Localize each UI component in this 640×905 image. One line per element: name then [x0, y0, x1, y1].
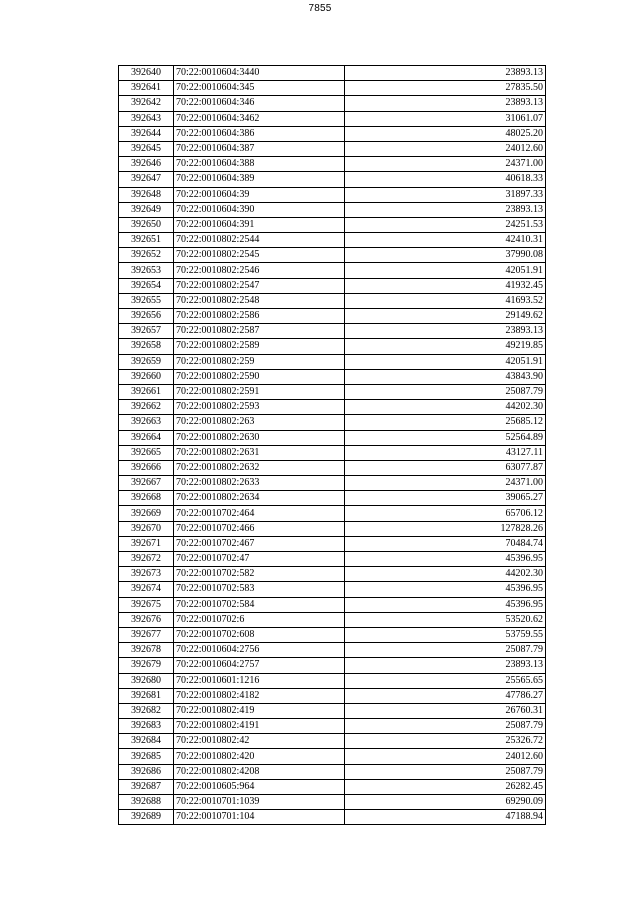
- cadastral-value-cell: 31061.07: [345, 111, 546, 126]
- row-number-cell: 392670: [119, 521, 174, 536]
- row-number-cell: 392653: [119, 263, 174, 278]
- row-number-cell: 392671: [119, 536, 174, 551]
- cadastral-number-cell: 70:22:0010604:345: [174, 81, 345, 96]
- cadastral-number-cell: 70:22:0010802:42: [174, 734, 345, 749]
- row-number-cell: 392682: [119, 703, 174, 718]
- cadastral-value-cell: 26760.31: [345, 703, 546, 718]
- row-number-cell: 392681: [119, 688, 174, 703]
- cadastral-value-cell: 43127.11: [345, 445, 546, 460]
- row-number-cell: 392683: [119, 719, 174, 734]
- cadastral-number-cell: 70:22:0010702:467: [174, 536, 345, 551]
- cadastral-value-cell: 24012.60: [345, 749, 546, 764]
- table-row: [119, 157, 546, 172]
- row-number-cell: 392676: [119, 612, 174, 627]
- row-number-cell: 392646: [119, 157, 174, 172]
- cadastral-value-cell: 53520.62: [345, 612, 546, 627]
- cadastral-number-cell: 70:22:0010604:346: [174, 96, 345, 111]
- cadastral-value-cell: 23893.13: [345, 202, 546, 217]
- row-number-cell: 392642: [119, 96, 174, 111]
- table-row: [119, 278, 546, 293]
- row-number-cell: 392687: [119, 779, 174, 794]
- cadastral-number-cell: 70:22:0010802:2589: [174, 339, 345, 354]
- cadastral-number-cell: 70:22:0010701:1039: [174, 795, 345, 810]
- cadastral-value-cell: 44202.30: [345, 567, 546, 582]
- cadastral-value-cell: 52564.89: [345, 430, 546, 445]
- table-row: [119, 369, 546, 384]
- table-row: [119, 339, 546, 354]
- cadastral-value-cell: 25087.79: [345, 384, 546, 399]
- row-number-cell: 392662: [119, 400, 174, 415]
- row-number-cell: 392684: [119, 734, 174, 749]
- row-number-cell: 392674: [119, 582, 174, 597]
- cadastral-value-cell: 24371.00: [345, 157, 546, 172]
- cadastral-value-cell: 23893.13: [345, 66, 546, 81]
- cadastral-value-cell: 43843.90: [345, 369, 546, 384]
- table-row: [119, 703, 546, 718]
- cadastral-value-cell: 42410.31: [345, 233, 546, 248]
- cadastral-value-cell: 65706.12: [345, 506, 546, 521]
- table-row: [119, 521, 546, 536]
- row-number-cell: 392641: [119, 81, 174, 96]
- cadastral-value-cell: 49219.85: [345, 339, 546, 354]
- table-row: [119, 719, 546, 734]
- row-number-cell: 392665: [119, 445, 174, 460]
- cadastral-number-cell: 70:22:0010604:39: [174, 187, 345, 202]
- cadastral-value-table: [118, 65, 546, 825]
- table-row: [119, 430, 546, 445]
- cadastral-number-cell: 70:22:0010604:3440: [174, 66, 345, 81]
- cadastral-number-cell: 70:22:0010802:2591: [174, 384, 345, 399]
- cadastral-number-cell: 70:22:0010702:466: [174, 521, 345, 536]
- cadastral-value-cell: 53759.55: [345, 627, 546, 642]
- cadastral-number-cell: 70:22:0010604:3462: [174, 111, 345, 126]
- cadastral-value-cell: 25087.79: [345, 643, 546, 658]
- table-row: [119, 460, 546, 475]
- row-number-cell: 392680: [119, 673, 174, 688]
- table-row: [119, 567, 546, 582]
- table-row: [119, 248, 546, 263]
- cadastral-value-cell: 42051.91: [345, 263, 546, 278]
- cadastral-number-cell: 70:22:0010802:4191: [174, 719, 345, 734]
- cadastral-number-cell: 70:22:0010802:2586: [174, 309, 345, 324]
- cadastral-value-cell: 24371.00: [345, 476, 546, 491]
- row-number-cell: 392672: [119, 552, 174, 567]
- row-number-cell: 392656: [119, 309, 174, 324]
- table-row: [119, 324, 546, 339]
- table-row: [119, 415, 546, 430]
- cadastral-number-cell: 70:22:0010605:964: [174, 779, 345, 794]
- cadastral-number-cell: 70:22:0010702:464: [174, 506, 345, 521]
- table-row: [119, 734, 546, 749]
- table-row: [119, 354, 546, 369]
- row-number-cell: 392675: [119, 597, 174, 612]
- table-row: [119, 293, 546, 308]
- table-row: [119, 749, 546, 764]
- cadastral-number-cell: 70:22:0010802:2546: [174, 263, 345, 278]
- cadastral-number-cell: 70:22:0010802:2547: [174, 278, 345, 293]
- row-number-cell: 392660: [119, 369, 174, 384]
- table-row: [119, 187, 546, 202]
- cadastral-number-cell: 70:22:0010604:390: [174, 202, 345, 217]
- row-number-cell: 392643: [119, 111, 174, 126]
- cadastral-value-cell: 25565.65: [345, 673, 546, 688]
- table-row: [119, 536, 546, 551]
- row-number-cell: 392657: [119, 324, 174, 339]
- cadastral-value-cell: 45396.95: [345, 597, 546, 612]
- cadastral-number-cell: 70:22:0010802:2587: [174, 324, 345, 339]
- table-row: [119, 263, 546, 278]
- row-number-cell: 392666: [119, 460, 174, 475]
- cadastral-number-cell: 70:22:0010702:582: [174, 567, 345, 582]
- cadastral-number-cell: 70:22:0010604:389: [174, 172, 345, 187]
- table-row: [119, 612, 546, 627]
- table-row: [119, 597, 546, 612]
- cadastral-number-cell: 70:22:0010802:2633: [174, 476, 345, 491]
- cadastral-number-cell: 70:22:0010802:263: [174, 415, 345, 430]
- cadastral-number-cell: 70:22:0010604:386: [174, 126, 345, 141]
- table-row: [119, 779, 546, 794]
- table-row: [119, 126, 546, 141]
- table-row: [119, 141, 546, 156]
- cadastral-number-cell: 70:22:0010802:259: [174, 354, 345, 369]
- row-number-cell: 392689: [119, 810, 174, 825]
- table-row: [119, 202, 546, 217]
- cadastral-number-cell: 70:22:0010802:2590: [174, 369, 345, 384]
- table-row: [119, 309, 546, 324]
- cadastral-value-cell: 25326.72: [345, 734, 546, 749]
- cadastral-number-cell: 70:22:0010802:2634: [174, 491, 345, 506]
- cadastral-number-cell: 70:22:0010802:420: [174, 749, 345, 764]
- cadastral-value-cell: 29149.62: [345, 309, 546, 324]
- cadastral-value-cell: 70484.74: [345, 536, 546, 551]
- table-row: [119, 172, 546, 187]
- cadastral-value-cell: 63077.87: [345, 460, 546, 475]
- cadastral-number-cell: 70:22:0010702:47: [174, 552, 345, 567]
- row-number-cell: 392654: [119, 278, 174, 293]
- cadastral-value-cell: 41932.45: [345, 278, 546, 293]
- table-row: [119, 111, 546, 126]
- cadastral-number-cell: 70:22:0010802:419: [174, 703, 345, 718]
- cadastral-number-cell: 70:22:0010802:4182: [174, 688, 345, 703]
- row-number-cell: 392651: [119, 233, 174, 248]
- cadastral-value-cell: 37990.08: [345, 248, 546, 263]
- row-number-cell: 392673: [119, 567, 174, 582]
- cadastral-value-cell: 31897.33: [345, 187, 546, 202]
- cadastral-value-cell: 41693.52: [345, 293, 546, 308]
- row-number-cell: 392644: [119, 126, 174, 141]
- cadastral-value-cell: 23893.13: [345, 96, 546, 111]
- cadastral-value-cell: 23893.13: [345, 324, 546, 339]
- table-row: [119, 81, 546, 96]
- row-number-cell: 392647: [119, 172, 174, 187]
- cadastral-value-cell: 24251.53: [345, 217, 546, 232]
- cadastral-number-cell: 70:22:0010802:4208: [174, 764, 345, 779]
- table-row: [119, 445, 546, 460]
- table-row: [119, 217, 546, 232]
- cadastral-number-cell: 70:22:0010604:2756: [174, 643, 345, 658]
- row-number-cell: 392664: [119, 430, 174, 445]
- table-row: [119, 400, 546, 415]
- table-row: [119, 673, 546, 688]
- row-number-cell: 392685: [119, 749, 174, 764]
- table-row: [119, 491, 546, 506]
- table-row: [119, 384, 546, 399]
- row-number-cell: 392640: [119, 66, 174, 81]
- row-number-cell: 392655: [119, 293, 174, 308]
- cadastral-number-cell: 70:22:0010604:2757: [174, 658, 345, 673]
- cadastral-number-cell: 70:22:0010702:608: [174, 627, 345, 642]
- row-number-cell: 392663: [119, 415, 174, 430]
- cadastral-value-cell: 48025.20: [345, 126, 546, 141]
- row-number-cell: 392686: [119, 764, 174, 779]
- cadastral-number-cell: 70:22:0010604:387: [174, 141, 345, 156]
- cadastral-value-cell: 127828.26: [345, 521, 546, 536]
- row-number-cell: 392678: [119, 643, 174, 658]
- cadastral-value-cell: 42051.91: [345, 354, 546, 369]
- cadastral-number-cell: 70:22:0010802:2544: [174, 233, 345, 248]
- cadastral-value-cell: 45396.95: [345, 582, 546, 597]
- cadastral-number-cell: 70:22:0010601:1216: [174, 673, 345, 688]
- table-row: [119, 764, 546, 779]
- row-number-cell: 392688: [119, 795, 174, 810]
- row-number-cell: 392667: [119, 476, 174, 491]
- row-number-cell: 392659: [119, 354, 174, 369]
- cadastral-number-cell: 70:22:0010604:391: [174, 217, 345, 232]
- row-number-cell: 392649: [119, 202, 174, 217]
- cadastral-value-cell: 23893.13: [345, 658, 546, 673]
- table-row: [119, 552, 546, 567]
- cadastral-number-cell: 70:22:0010702:583: [174, 582, 345, 597]
- cadastral-value-cell: 69290.09: [345, 795, 546, 810]
- cadastral-number-cell: 70:22:0010802:2548: [174, 293, 345, 308]
- cadastral-number-cell: 70:22:0010604:388: [174, 157, 345, 172]
- cadastral-value-cell: 26282.45: [345, 779, 546, 794]
- table-row: [119, 66, 546, 81]
- row-number-cell: 392650: [119, 217, 174, 232]
- row-number-cell: 392677: [119, 627, 174, 642]
- row-number-cell: 392679: [119, 658, 174, 673]
- cadastral-number-cell: 70:22:0010702:584: [174, 597, 345, 612]
- cadastral-value-cell: 44202.30: [345, 400, 546, 415]
- cadastral-number-cell: 70:22:0010702:6: [174, 612, 345, 627]
- cadastral-value-cell: 25087.79: [345, 764, 546, 779]
- cadastral-value-cell: 27835.50: [345, 81, 546, 96]
- table-row: [119, 643, 546, 658]
- table-row: [119, 627, 546, 642]
- table-row: [119, 688, 546, 703]
- row-number-cell: 392661: [119, 384, 174, 399]
- table-row: [119, 476, 546, 491]
- cadastral-number-cell: 70:22:0010802:2631: [174, 445, 345, 460]
- row-number-cell: 392669: [119, 506, 174, 521]
- table-row: [119, 96, 546, 111]
- cadastral-number-cell: 70:22:0010802:2630: [174, 430, 345, 445]
- cadastral-value-cell: 25685.12: [345, 415, 546, 430]
- row-number-cell: 392668: [119, 491, 174, 506]
- cadastral-value-cell: 40618.33: [345, 172, 546, 187]
- cadastral-number-cell: 70:22:0010701:104: [174, 810, 345, 825]
- table-row: [119, 795, 546, 810]
- cadastral-value-cell: 47188.94: [345, 810, 546, 825]
- cadastral-value-cell: 45396.95: [345, 552, 546, 567]
- cadastral-number-cell: 70:22:0010802:2593: [174, 400, 345, 415]
- table-row: [119, 658, 546, 673]
- table-row: [119, 233, 546, 248]
- page-number: 7855: [308, 3, 332, 14]
- table-row: [119, 506, 546, 521]
- cadastral-number-cell: 70:22:0010802:2545: [174, 248, 345, 263]
- table-body: [119, 66, 546, 825]
- row-number-cell: 392658: [119, 339, 174, 354]
- row-number-cell: 392648: [119, 187, 174, 202]
- table-row: [119, 810, 546, 825]
- row-number-cell: 392652: [119, 248, 174, 263]
- row-number-cell: 392645: [119, 141, 174, 156]
- table-row: [119, 582, 546, 597]
- cadastral-number-cell: 70:22:0010802:2632: [174, 460, 345, 475]
- cadastral-value-cell: 47786.27: [345, 688, 546, 703]
- cadastral-value-cell: 24012.60: [345, 141, 546, 156]
- cadastral-value-cell: 39065.27: [345, 491, 546, 506]
- cadastral-value-cell: 25087.79: [345, 719, 546, 734]
